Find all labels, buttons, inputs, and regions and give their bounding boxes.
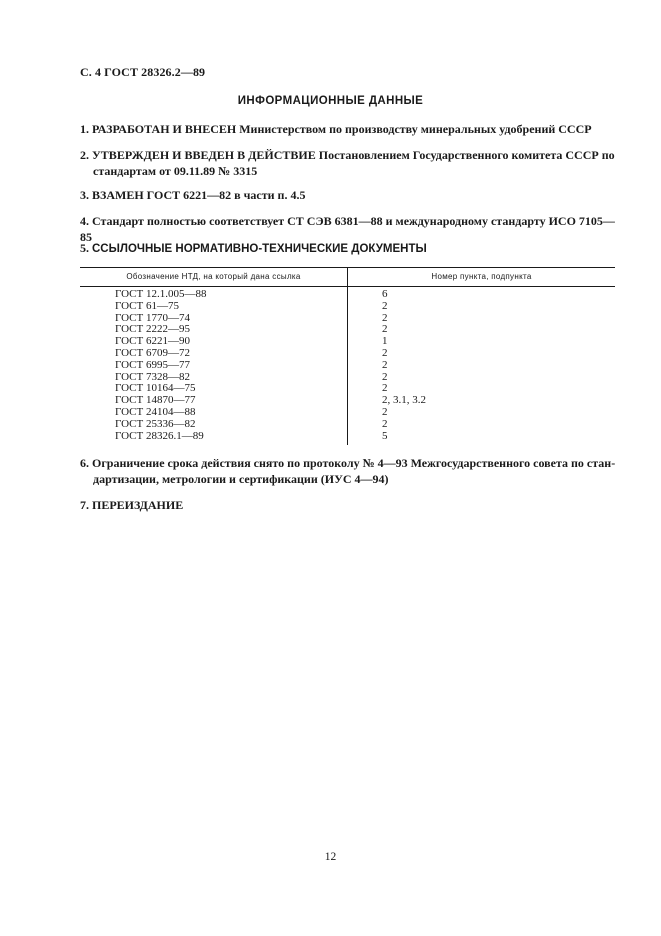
document-cell: ГОСТ 25336—82 [115, 417, 196, 430]
item-text-continued: дартизации, метрологии и сертификации (ИУС 4—94) [93, 472, 389, 486]
item-replaces [80, 187, 620, 203]
table-header-clause: Номер пункта, подпункта [431, 272, 532, 281]
item-lead: ВЗАМЕН [92, 188, 144, 202]
references-table [80, 267, 615, 445]
clause-cell: 2 [382, 299, 388, 312]
item-number: 4. [80, 214, 89, 228]
document-cell: ГОСТ 2222—95 [115, 323, 190, 336]
clause-cell: 2 [382, 311, 388, 324]
table-row [80, 407, 615, 419]
item-text: Стандарт полностью соответствует СТ СЭВ 6381—88 и международному стандарту ИСО 7105—85 [80, 214, 615, 244]
table-header-document: Обозначение НТД, на который дана ссылка [126, 272, 301, 281]
item-number: 5. [80, 241, 89, 255]
document-cell: ГОСТ 6709—72 [115, 346, 190, 359]
table-row [80, 348, 615, 360]
item-lead: ССЫЛОЧНЫЕ НОРМАТИВНО-ТЕХНИЧЕСКИЕ ДОКУМЕНТЫ [92, 243, 427, 255]
item-lead: РАЗРАБОТАН И ВНЕСЕН [92, 122, 237, 136]
item-text: Ограничение срока действия снято по протоколу № 4—93 Межгосударственного совета по стан- [89, 456, 616, 470]
item-number: 6. [80, 456, 89, 470]
item-text: Постановлением Государственного комитета СССР по [315, 148, 615, 162]
item-validity [80, 455, 620, 487]
clause-cell: 2, 3.1, 3.2 [382, 394, 426, 407]
clause-cell: 2 [382, 346, 388, 359]
clause-cell: 6 [382, 288, 388, 300]
clause-cell: 2 [382, 358, 388, 371]
document-cell: ГОСТ 61—75 [115, 299, 179, 312]
document-cell: ГОСТ 12.1.005—88 [115, 288, 207, 300]
clause-cell: 5 [382, 429, 388, 442]
document-cell: ГОСТ 10164—75 [115, 382, 196, 395]
item-text: Министерством по производству минеральных удобрений СССР [236, 122, 592, 136]
clause-cell: 1 [382, 335, 388, 348]
clause-cell: 2 [382, 405, 388, 418]
table-row [80, 431, 615, 443]
document-cell: ГОСТ 14870—77 [115, 394, 196, 407]
clause-cell: 2 [382, 417, 388, 430]
item-number: 3. [80, 188, 89, 202]
item-developed [80, 121, 620, 137]
clause-cell: 2 [382, 370, 388, 383]
document-cell: ГОСТ 6221—90 [115, 335, 190, 348]
page-number: 12 [324, 851, 337, 863]
table-body [80, 289, 615, 442]
item-lead: ПЕРЕИЗДАНИЕ [92, 498, 184, 512]
item-references [80, 240, 620, 257]
table-row [80, 360, 615, 372]
document-cell: ГОСТ 6995—77 [115, 358, 190, 371]
document-cell: ГОСТ 1770—74 [115, 311, 190, 324]
page-header: С. 4 ГОСТ 28326.2—89 [80, 65, 206, 79]
table-row [80, 419, 615, 431]
item-reissue [80, 497, 620, 513]
clause-cell: 2 [382, 323, 388, 336]
clause-cell: 2 [382, 382, 388, 395]
item-number: 7. [80, 498, 89, 512]
item-text: ГОСТ 6221—82 в части п. 4.5 [143, 188, 306, 202]
item-approved [80, 147, 620, 179]
item-lead: УТВЕРЖДЕН И ВВЕДЕН В ДЕЙСТВИЕ [92, 148, 316, 162]
item-number: 2. [80, 148, 89, 162]
section-title: ИНФОРМАЦИОННЫЕ ДАННЫЕ [237, 95, 424, 107]
table-row [80, 301, 615, 313]
document-cell: ГОСТ 24104—88 [115, 405, 196, 418]
document-cell: ГОСТ 28326.1—89 [115, 429, 204, 442]
item-number: 1. [80, 122, 89, 136]
item-text-continued: стандартам от 09.11.89 № 3315 [93, 164, 258, 178]
document-cell: ГОСТ 7328—82 [115, 370, 190, 383]
